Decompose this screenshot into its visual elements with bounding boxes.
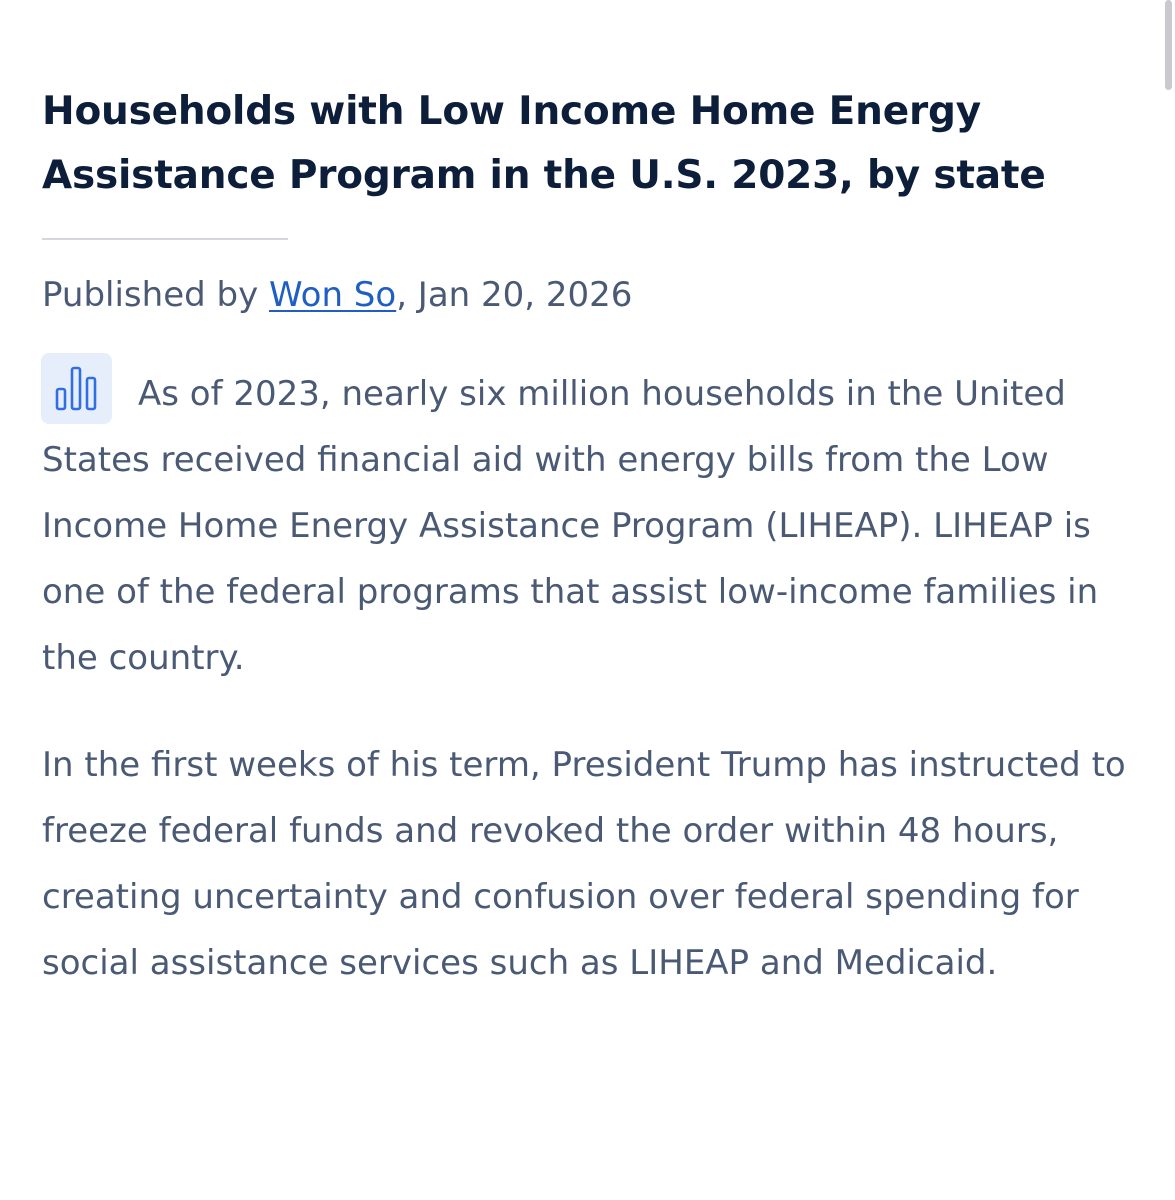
article-paragraph: As of 2023, nearly six million households in the United States received financial aid with energy bills from the Low Income Home Energy Assistance Program (LIHEAP). LIHEAP is one of the federal programs that assist low-income families in the country.	[42, 374, 1099, 678]
article-title: Households with Low Income Home Energy Assistance Program in the U.S. 2023, by state	[42, 89, 1046, 198]
author-link[interactable]: Won So	[269, 275, 397, 315]
byline	[42, 268, 632, 322]
article-paragraph: In the first weeks of his term, President Trump has instructed to freeze federal funds and revoked the order within 48 hours, creating uncertainty and confusion over federal spending for social assistance services such as LIHEAP and Medicaid.	[42, 745, 1126, 983]
byline-prefix: Published by	[42, 275, 270, 315]
title-divider	[42, 238, 288, 240]
scrollbar[interactable]	[1165, 0, 1172, 90]
byline-date: , Jan 20, 2026	[396, 275, 633, 315]
